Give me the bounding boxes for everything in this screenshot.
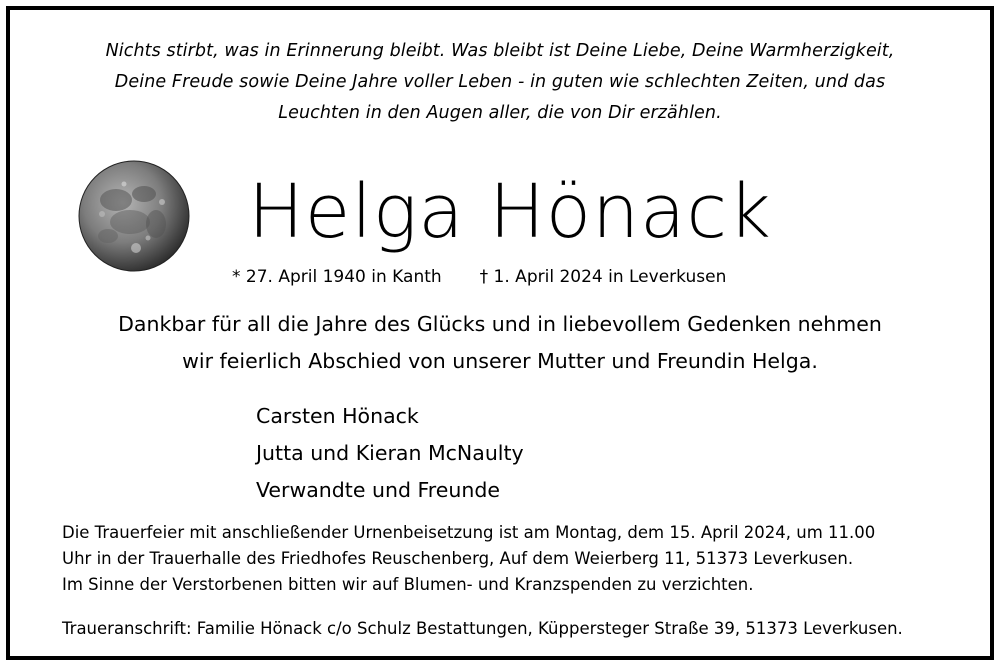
memorial-quote (50, 36, 950, 129)
ceremony-info (62, 520, 875, 598)
ceremony-line: Die Trauerfeier mit anschließender Urnenbeisetzung ist am Montag, dem 15. April 2024, um 11.00 (62, 523, 876, 542)
mourning-address: Traueranschrift: Familie Hönack c/o Schulz Bestattungen, Küppersteger Straße 39, 51373 Leverkusen. (62, 619, 903, 638)
birth-date: * 27. April 1940 in Kanth (232, 267, 442, 287)
deceased-name: Helga Hönack (248, 169, 772, 255)
quote-line: Leuchten in den Augen aller, die von Dir erzählen. (278, 103, 722, 123)
quote-line: Deine Freude sowie Deine Jahre voller Leben - in guten wie schlechten Zeiten, und das (114, 72, 886, 92)
death-date: † 1. April 2024 in Leverkusen (479, 267, 727, 287)
thanks-line: Dankbar für all die Jahre des Glücks und in liebevollem Gedenken nehmen (118, 312, 882, 336)
mourner-name: Carsten Hönack (256, 404, 419, 428)
thanks-text (40, 306, 960, 380)
mourners-list (256, 398, 524, 509)
obituary-frame (6, 6, 994, 660)
moon-icon (78, 160, 190, 272)
mourner-name: Jutta und Kieran McNaulty (256, 441, 524, 465)
thanks-line: wir feierlich Abschied von unserer Mutter und Freundin Helga. (182, 349, 818, 373)
life-dates (232, 264, 726, 290)
ceremony-line: Im Sinne der Verstorbenen bitten wir auf Blumen- und Kranzspenden zu verzichten. (62, 575, 754, 594)
mourner-name: Verwandte und Freunde (256, 478, 500, 502)
ceremony-line: Uhr in der Trauerhalle des Friedhofes Reuschenberg, Auf dem Weierberg 11, 51373 Leverkusen. (62, 549, 854, 568)
quote-line: Nichts stirbt, was in Erinnerung bleibt. Was bleibt ist Deine Liebe, Deine Warmherzigkeit, (105, 41, 895, 61)
